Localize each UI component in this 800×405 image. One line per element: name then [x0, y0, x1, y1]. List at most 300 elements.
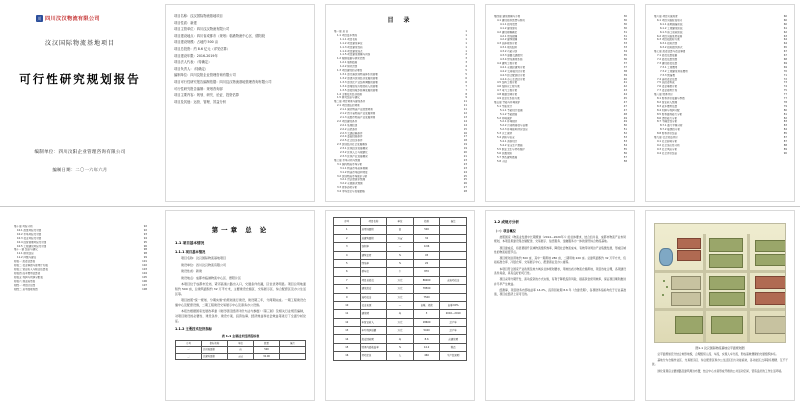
- table-cell: 劳动定员: [360, 352, 387, 360]
- toc-entry-label: 2.2.3 交通运输条件: [340, 131, 363, 135]
- toc-entry-page: 47: [623, 100, 627, 104]
- toc-entry-page: 45: [623, 97, 627, 101]
- toc-entry-page: 37: [623, 65, 627, 69]
- toc-entry-list: [334, 30, 467, 194]
- table-cell: 年: [387, 310, 414, 318]
- info-line: 项目总投资：约 8.6 亿元（详见估算）: [174, 46, 230, 51]
- toc-entry-page: 61: [783, 26, 787, 30]
- toc-entry-page: 16: [463, 131, 467, 135]
- toc-entry-label: 4.4 建筑工程方案: [497, 61, 518, 65]
- toc-entry-page: 23: [463, 166, 467, 170]
- page-toc-1[interactable]: [320, 0, 480, 206]
- site-plan-image: [654, 223, 786, 343]
- toc-entry-label: 1.2.2 研究范围: [340, 65, 358, 69]
- table-header-cell: 项目名称: [360, 218, 387, 226]
- toc-entry-label: 第六章 项目实施进度: [654, 15, 678, 18]
- toc-entry-page: 92: [143, 228, 147, 232]
- table-cell: 绿地率: [360, 259, 387, 267]
- toc-entry-page: 98: [143, 252, 147, 256]
- toc-entry-label: 7.3 建设投资估算: [657, 61, 678, 65]
- toc-entry-page: 57: [623, 155, 627, 159]
- toc-entry-label: 附表五 利润与利润分配表: [14, 275, 43, 279]
- toc-entry-page: 20: [463, 151, 467, 155]
- table-cell: 总建筑面积: [202, 353, 228, 359]
- table-cell: 1: [334, 226, 361, 234]
- toc-entry-page: 79: [783, 104, 787, 108]
- chapter-paragraph: 项目按照"统一规划、分期实施"的原则进行建设，建设期三年，分两期完成。一期工程建设仓储中心及配套设施，二期工程建设交易展示中心及商务办公设施。: [175, 298, 306, 307]
- toc-entry-page: 55: [623, 147, 627, 151]
- toc-entry-label: 4.2.2 建筑规模: [500, 38, 518, 42]
- toc-entry-label: 1.3.3 是优化产业结构调整的需要: [340, 80, 378, 84]
- toc-entry-label: 4.4.1 仓储区建筑方案: [500, 65, 526, 69]
- page-section-1-2-paper: [486, 211, 634, 400]
- toc-entry-page: 3: [465, 61, 467, 65]
- toc-entry-label: 7.5 总投资构成: [657, 81, 675, 85]
- table-cell: %: [387, 251, 414, 259]
- toc-entry-label: 5.5 职业卫生与劳动保护: [497, 147, 525, 151]
- toc-entry-page: 12: [463, 112, 467, 116]
- table-row: [334, 310, 467, 318]
- toc-entry-label: 6.1.2 工程建设阶段: [660, 26, 683, 30]
- preparing-organization: 编制单位：四川汶阳企业管理咨询有限公司: [34, 150, 126, 155]
- toc-entry-page: 25: [463, 174, 467, 178]
- toc-entry-page: 53: [623, 140, 627, 143]
- toc-entry-label: 4.3 总体规划方案: [497, 42, 518, 46]
- page-spec-table-paper: [326, 211, 474, 400]
- toc-entry-page: 1: [465, 37, 467, 41]
- table-cell: 11: [334, 310, 361, 318]
- table-header-cell: 指标名称: [202, 341, 228, 347]
- toc-entry-page: 31: [623, 34, 627, 38]
- table-row: [334, 268, 467, 276]
- table-cell: 870: [413, 268, 440, 276]
- table-header-cell: 单位: [228, 341, 254, 347]
- toc-entry-page: 88: [783, 143, 787, 147]
- toc-entry-label: 1.1.1 项目名称: [340, 37, 358, 41]
- table-cell: %: [387, 343, 414, 351]
- toc-entry-label: 10.2 市场风险及对策: [17, 232, 42, 236]
- toc-entry-label: 4.4.4 办公生活区方案: [500, 77, 526, 81]
- plan-road: [703, 234, 706, 342]
- table-cell: 8.6: [413, 335, 440, 343]
- toc-entry-label: 7.3.2 工程建设其他费用: [660, 69, 688, 73]
- toc-entry-page: 2: [465, 53, 467, 57]
- toc-entry-page: 43: [623, 89, 627, 93]
- toc-entry-label: 4.3.4 绿地景观系统: [500, 57, 523, 61]
- toc-entry-page: 80: [783, 108, 787, 112]
- toc-entry-label: 4.1.1 指导思想: [500, 22, 518, 26]
- toc-entry-page: 108: [142, 287, 147, 291]
- toc-entry-label: 8.6 清偿能力分析: [657, 116, 678, 120]
- toc-entry-label: 8.1 财务评价依据与参数: [657, 97, 685, 101]
- toc-entry-label: 3.2.2 仓储需求预测: [340, 182, 363, 186]
- table-row: [334, 301, 467, 309]
- table-cell: 32: [413, 234, 440, 242]
- toc-entry-label: 2.1 项目提出的背景: [337, 104, 360, 108]
- toc-entry-label: 2.3 区域经济社会发展概况: [337, 143, 368, 147]
- project-info-list: [166, 5, 314, 105]
- toc-entry-label: 附图一 项目区位图: [14, 283, 36, 287]
- table-cell: 16: [334, 352, 361, 360]
- toc-entry-page: 47: [623, 104, 627, 108]
- toc-entry-page: 35: [623, 54, 627, 58]
- table-cell: [440, 268, 467, 276]
- info-line: 项目建设地点：四川省成都市（规划）临港物流中心区、德阳段: [174, 33, 265, 38]
- plan-building: [709, 254, 743, 268]
- table-cell: 万㎡: [387, 234, 414, 242]
- toc-entry-page: 75: [783, 89, 787, 93]
- toc-entry-label: 6.3 项目招投标方案: [657, 38, 680, 42]
- toc-entry-label: 第十一章 结论与建议: [14, 248, 38, 252]
- table-row: [334, 343, 467, 351]
- toc-entry-page: 101: [142, 260, 147, 264]
- toc-entry-label: 5.2.1 环境现状: [500, 120, 518, 124]
- table-cell: 2: [334, 234, 361, 242]
- table-cell: [280, 353, 306, 359]
- toc-body: [646, 5, 794, 156]
- table-cell: 一: [176, 347, 202, 353]
- table-cell: —: [387, 243, 414, 251]
- toc-entry-page: 38: [623, 69, 627, 73]
- toc-entry-page: 99: [143, 256, 147, 260]
- toc-entry-label: 1.1.2 项目建设单位: [340, 41, 363, 45]
- toc-entry-label: 8.4 利润与利润分配: [657, 108, 680, 112]
- toc-entry-page: 37: [623, 61, 627, 65]
- toc-entry-label: 8.2 营业收入预测: [657, 100, 678, 104]
- toc-entry-label: 4.7 电气工程方案: [497, 89, 518, 93]
- toc-entry-page: 105: [142, 275, 147, 279]
- page-cover[interactable]: [0, 0, 160, 206]
- toc-entry-page: 42: [623, 85, 627, 89]
- table-header-cell: 序号: [334, 218, 361, 226]
- preparing-date: 编制日期：二〇一六年六月: [52, 167, 108, 172]
- toc-entry-page: 107: [142, 283, 147, 287]
- toc-entry-label: 4.8 暖通空调方案: [497, 93, 518, 97]
- toc-entry-label: 4.6 给排水工程方案: [497, 85, 520, 89]
- section-heading: 1.1 项目基本情况: [175, 241, 205, 245]
- toc-entry-page: 3: [465, 57, 467, 61]
- toc-entry-page: 15: [463, 127, 467, 131]
- toc-entry-page: 70: [783, 69, 787, 73]
- toc-entry-page: 11: [463, 108, 467, 112]
- toc-entry-page: 4: [465, 65, 467, 69]
- toc-entry-list: [654, 11, 787, 156]
- toc-entry-label: 3.3 竞争态势分析: [337, 186, 358, 190]
- page-cover-paper: [6, 5, 154, 201]
- section-paragraph: 经测算，项目财务内部收益率 14.2%，投资回收期 8.6 年（含建设期），各项财务指标均优于行业基准值，项目在经济上是可行的。: [494, 287, 626, 297]
- company-logo: [36, 15, 142, 22]
- page-title: 可行性研究规划报告: [19, 72, 141, 86]
- table-cell: 建设投资: [360, 285, 387, 293]
- section-paragraph: 项目规划总用地约 500 亩，其中一期用地 280 亩，二期用地 220 亩。总建筑面积约 32 万平方米，包括标准仓库、冷链仓库、交易展示中心、配套商业及办公楼等。: [494, 256, 626, 265]
- table-row: [334, 259, 467, 267]
- info-line: 可行性研究报告编制：规划咨询部: [174, 86, 223, 91]
- table-cell: 9: [334, 293, 361, 301]
- toc-entry-label: 1.3.4 是增加地方财政收入的需要: [340, 84, 378, 88]
- toc-entry[interactable]: [654, 152, 787, 156]
- info-line: 项目主要内容：规划、研究、论证、投资估算: [174, 93, 239, 98]
- table-cell: 18600: [413, 318, 440, 326]
- toc-entry-label: 6.2 项目实施进度安排: [657, 34, 683, 38]
- chapter-title: 第一章 总 论: [211, 226, 270, 234]
- toc-entry-label: 2.3.1 区域经济发展概况: [340, 147, 368, 151]
- table-cell: 停车位: [360, 268, 387, 276]
- toc-entry-page: 14: [463, 119, 467, 123]
- spec-table: [333, 217, 467, 361]
- toc-entry-page: 64: [783, 42, 787, 46]
- table-cell: 年: [387, 335, 414, 343]
- toc-entry-page: 95: [143, 240, 147, 244]
- toc-entry-label: 5.2.2 污染物排放与治理: [500, 124, 528, 128]
- table-cell: 3: [413, 310, 440, 318]
- toc-entry-label: 7.1 投资估算依据: [657, 54, 678, 58]
- toc-entry-page: 90: [783, 151, 787, 155]
- table-cell: 容积率: [360, 243, 387, 251]
- toc-entry-page: 30: [623, 26, 627, 30]
- table-cell: 亩: [228, 347, 254, 353]
- plan-tree-icon: [663, 280, 665, 282]
- toc-entry-label: 6.1.3 竣工验收阶段: [660, 30, 683, 34]
- table-header-cell: 数量: [254, 341, 280, 347]
- toc-entry-page: 60: [783, 15, 787, 18]
- plan-road: [747, 234, 750, 342]
- chapter-body: [166, 211, 314, 360]
- table-cell: 15: [334, 343, 361, 351]
- table-row: [334, 293, 467, 301]
- toc-entry-label: 9.1 社会影响分析: [657, 140, 678, 143]
- table-cell: 达产年: [440, 318, 467, 326]
- toc-entry-page: 33: [623, 42, 627, 46]
- table-cell: 2016—2019: [440, 310, 467, 318]
- toc-entry-label: 第九章 社会效益评价: [654, 136, 678, 140]
- table-cell: 生产经营期: [440, 352, 467, 360]
- table-cell: 二: [176, 353, 202, 359]
- table-cell: 6: [334, 268, 361, 276]
- toc-entry-label: 4.3.1 规划结构: [500, 46, 518, 50]
- toc-entry-label: 附表三 营业收入与税金估算表: [14, 267, 48, 271]
- table-cell: 7500: [413, 293, 440, 301]
- toc-entry-label: 1.1.5 项目建设规模与内容: [340, 53, 371, 57]
- toc-entry-label: 5.6 抗震设防: [497, 151, 513, 155]
- toc-entry-label: 8.7.2 敏感性分析: [660, 128, 681, 132]
- plan-paragraph: 绿化景观沿主要道路及建筑周边布置，结合中心水景形成开敞的公共活动空间，营造良好的工作生活环境。: [657, 368, 784, 373]
- toc-entry-page: 62: [783, 30, 787, 34]
- toc-entry-label: 4.9 信息化系统方案: [497, 97, 520, 101]
- page-divider: [640, 206, 800, 207]
- page-toc-1-paper: [326, 5, 474, 201]
- table-header-row: [334, 218, 467, 226]
- info-line: 项目名称：汶汉国际物流基地项目: [174, 14, 223, 18]
- toc-entry-page: 89: [783, 147, 787, 151]
- page-spec-table[interactable]: [320, 206, 480, 405]
- toc-entry-label: 3.2 区域物流市场需求分析: [337, 174, 368, 178]
- toc-entry-page: 30: [623, 22, 627, 26]
- toc-entry-page: 96: [143, 244, 147, 248]
- section-paragraph: 本项目符合国家产业政策及地方城乡总体规划要求，用地性质为物流仓储用地，项目选址合理，各项建设条件具备，具有良好的可行性。: [494, 266, 626, 276]
- toc-entry-page: 77: [783, 93, 787, 97]
- toc-entry-label: 第七章 投资估算与资金筹措: [654, 50, 686, 54]
- toc-entry-label: 2.3.3 区域产业发展概况: [340, 155, 368, 158]
- toc-entry-page: 1: [465, 30, 467, 33]
- page-toc-3-paper: [646, 5, 794, 201]
- toc-entry-label: 11.2 问题与建议: [17, 256, 37, 260]
- toc-entry-label: 5.4.1 消防设计: [500, 140, 518, 143]
- table-row: [334, 276, 467, 284]
- chapter-paragraph: 本项目位于成都市近郊，紧邻高速公路出入口，交通条件优越，区位优势明显。项目总用地面积约 500 亩，总建筑面积约 32 万平方米，主要建设仓储区、交易展示区、综合配套区及办公生活区等。: [175, 282, 306, 296]
- toc-entry-page: 74: [783, 85, 787, 89]
- toc-entry-page: 73: [783, 81, 787, 85]
- toc-entry-page: 83: [783, 120, 787, 124]
- toc-entry-page: 48: [623, 112, 627, 116]
- toc-entry-page: 44: [623, 93, 627, 97]
- toc-entry-label: 第三章 市场分析与预测: [334, 158, 361, 162]
- toc-entry-page: 63: [783, 34, 787, 38]
- toc-entry-page: 14: [463, 123, 467, 127]
- page-chapter-1[interactable]: [160, 206, 320, 405]
- toc-entry-page: 7: [465, 88, 467, 92]
- toc-entry-label: 附表二 资金筹措与使用计划表: [14, 264, 48, 268]
- toc-entry[interactable]: [334, 190, 467, 194]
- plan-building: [675, 316, 703, 334]
- table-cell: 3: [334, 243, 361, 251]
- plan-building: [677, 250, 701, 261]
- toc-entry-page: 85: [783, 132, 787, 136]
- toc-entry-page: 23: [463, 158, 467, 162]
- info-line: 项目主管单位：四川汶汉物流有限公司: [174, 27, 230, 32]
- table-cell: 14.2: [413, 343, 440, 351]
- plan-building: [709, 238, 743, 252]
- plan-tree-icon: [662, 294, 664, 296]
- toc-entry-label: 7.3.1 工程费用: [660, 65, 678, 69]
- toc-entry-page: 50: [623, 124, 627, 128]
- toc-entry-page: 26: [463, 182, 467, 186]
- toc-entry-label: 1.1.3 项目建设性质: [340, 45, 363, 49]
- plan-road: [655, 270, 785, 273]
- table-cell: 含流动资金: [440, 276, 467, 284]
- toc-entry-page: 9: [465, 96, 467, 100]
- toc-entry-page: 78: [783, 100, 787, 104]
- toc-entry-page: 84: [783, 128, 787, 132]
- toc-entry-page: 1: [465, 33, 467, 37]
- toc-entry-page: 104: [142, 271, 147, 275]
- toc-entry-label: 3.1.1 物流市场总体规模: [340, 166, 368, 170]
- toc-entry-label: 2.2.5 社会经济条件: [340, 139, 363, 143]
- plan-building: [677, 238, 701, 249]
- toc-entry-page: 53: [623, 136, 627, 140]
- toc-entry[interactable]: [14, 288, 147, 292]
- toc-entry-label: 10.5 工程建设风险及对策: [17, 244, 47, 248]
- toc-entry-label: 1.3.5 是促进城乡统筹发展的需要: [340, 88, 378, 92]
- table-header-cell: 单位: [387, 218, 414, 226]
- toc-entry-page: 1: [465, 49, 467, 53]
- toc-entry-page: 52: [623, 132, 627, 136]
- table-cell: 45: [413, 251, 440, 259]
- page-site-plan[interactable]: [640, 206, 800, 405]
- table-header-cell: 备注: [440, 218, 467, 226]
- toc-body: [486, 5, 634, 163]
- table-cell: 0.96: [413, 243, 440, 251]
- toc-entry-label: 7.4 流动资金估算: [657, 77, 678, 81]
- toc-entry-label: 1.1.4 项目建设地点: [340, 49, 363, 53]
- toc-entry-label: 2.2 项目建设条件: [337, 119, 358, 123]
- toc-entry-label: 8.8 财务评价结论: [657, 132, 678, 136]
- toc-entry-label: 7.2 投资估算范围: [657, 57, 678, 61]
- toc-entry-page: 25: [463, 178, 467, 182]
- toc-entry-page: 54: [623, 143, 627, 147]
- table-cell: [440, 234, 467, 242]
- plan-building: [671, 292, 701, 306]
- plan-building: [755, 292, 786, 305]
- toc-entry-label: 第八章 财务评价: [654, 93, 673, 97]
- plan-building: [755, 240, 786, 252]
- toc-entry-label: 2.2.4 基础设施条件: [340, 135, 363, 139]
- table-cell: 含建设期: [440, 335, 467, 343]
- page-divider: [160, 206, 320, 207]
- page-toc-4[interactable]: [0, 206, 160, 405]
- toc-entry-page: 81: [783, 112, 787, 116]
- table-cell: 32.00: [254, 353, 280, 359]
- toc-entry-label: 4.5 结构工程方案: [497, 81, 518, 85]
- toc-entry-label: 2.1.3 成都市物流产业发展背景: [340, 115, 376, 119]
- table-header-cell: 指标: [413, 218, 440, 226]
- toc-entry-label: 1.1 项目基本情况: [337, 33, 358, 37]
- page-section-1-2[interactable]: [480, 206, 640, 405]
- page-toc-4-paper: [6, 211, 154, 400]
- toc-entry-page: 92: [143, 225, 147, 228]
- toc-entry-page: 106: [142, 279, 147, 283]
- toc-entry-page: 82: [783, 116, 787, 120]
- subsection-heading: （一）项目概况: [494, 229, 516, 233]
- table-cell: 建设期: [360, 310, 387, 318]
- toc-entry-page: 31: [623, 30, 627, 34]
- toc-entry-page: 6: [465, 76, 467, 80]
- toc-entry-page: 87: [783, 136, 787, 140]
- table-cell: [440, 293, 467, 301]
- page-toc-2-paper: [486, 5, 634, 201]
- toc-entry-page: 39: [623, 73, 627, 77]
- toc-entry-label: 附表一 投资估算表: [14, 260, 36, 264]
- toc-entry-page: 64: [783, 38, 787, 42]
- toc-entry-page: 6: [465, 80, 467, 84]
- project-subtitle: 汶汉国际物流基地项目: [44, 40, 115, 47]
- page-toc-2[interactable]: [480, 0, 640, 206]
- plan-building: [709, 292, 745, 306]
- toc-entry-page: 65: [783, 46, 787, 50]
- table-cell: 5420: [413, 327, 440, 335]
- toc-entry-label: 4.2 建设规模确定: [497, 30, 518, 34]
- table-row: [334, 234, 467, 242]
- table-cell: 项目总投资: [360, 276, 387, 284]
- table-cell: —: [387, 301, 414, 309]
- toc-entry-page: 30: [623, 18, 627, 22]
- table-row: [334, 335, 467, 343]
- table-caption: 表 1-1 主要技术经济指标表: [221, 334, 260, 339]
- page-toc-3[interactable]: [640, 0, 800, 206]
- page-project-info[interactable]: [160, 0, 320, 206]
- toc-entry-page: 93: [143, 232, 147, 236]
- toc-entry-page: 7: [465, 84, 467, 88]
- toc-entry-page: 1: [465, 45, 467, 49]
- toc-entry-page: 5: [465, 72, 467, 76]
- toc-entry[interactable]: [494, 160, 627, 164]
- toc-entry-label: 附图二 总平面规划图: [14, 287, 38, 291]
- section-paragraph: 项目采用分期开发、滚动投资的方式实施，有利于降低投资风险，提高资金使用效率，保证项目顺利推进并尽早产生效益。: [494, 277, 626, 286]
- table-cell: 建筑密度: [360, 251, 387, 259]
- toc-entry-label: 6.3.2 招标组织形式: [660, 46, 683, 50]
- toc-entry-label: 4.4.2 交易展示区方案: [500, 69, 526, 73]
- toc-entry-label: 附表六 现金流量表: [14, 279, 36, 283]
- toc-entry-label: 10.3 资金风险及对策: [17, 236, 42, 240]
